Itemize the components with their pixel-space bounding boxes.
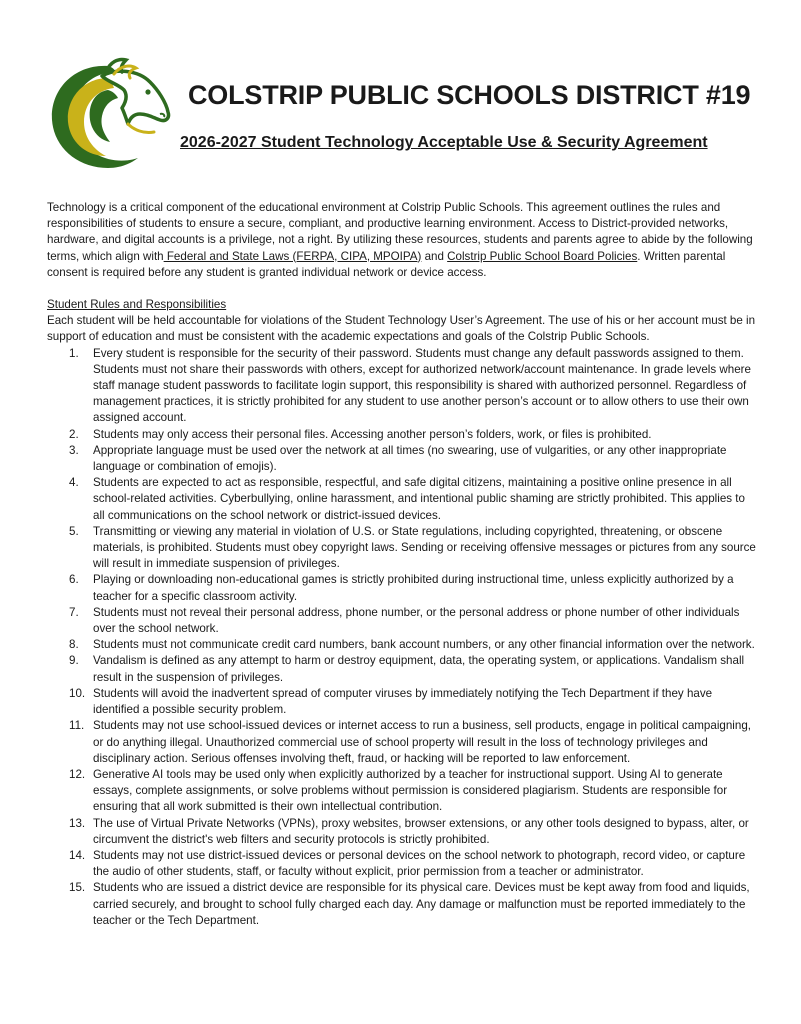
rule-number: 3. [69,443,79,457]
rule-number: 7. [69,605,79,619]
rule-text: Playing or downloading non-educational games is strictly prohibited during instructional time, unless explicitly authorized by a teacher for a specific classroom activity. [93,573,734,603]
rule-item [47,605,759,637]
section-heading: Student Rules and Responsibilities [47,298,227,312]
rule-text: Every student is responsible for the security of their password. Students must change any default passwords assigned to them. Students must not share their passwords with others, except for authorized network/account maintenance. In grade levels where staff manage student passwords to facilitate login support, this responsibility is shared with authorized personnel. Regardless of management practices, it is strictly prohibited for any student to use another person’s account or to allow others to use their own assigned account. [93,346,751,425]
rule-number: 8. [69,638,79,652]
rule-item [47,880,759,929]
rule-text: Generative AI tools may be used only when explicitly authorized by a teacher for instructional support. Using AI to generate essays, complete assignments, or solve problems without permission is considered plagiarism. Students are responsible for ensuring that all work submitted is their own intellectual contribution. [93,767,728,814]
rule-item [47,767,759,816]
section-intro: Each student will be held accountable for violations of the Student Technology User’s Agreement. The use of his or her account must be in support of education and must be consistent with the academic expectations and goals of the Colstrip Public Schools. [47,314,756,344]
rule-item [47,443,759,475]
intro-text-3: . Written parental consent is required before any student is granted individual network or device access. [47,249,726,279]
rule-item [47,718,759,767]
board-policies-link[interactable]: Colstrip Public School Board Policies [447,249,638,263]
rule-number: 9. [69,654,79,668]
page-title: COLSTRIP PUBLIC SCHOOLS DISTRICT #19 [188,80,751,110]
rule-number: 13. [69,816,86,830]
rule-item [47,816,759,848]
rule-number: 2. [69,427,79,441]
rule-text: Students must not communicate credit card numbers, bank account numbers, or any other financial information over the network. [93,638,755,652]
rule-number: 15. [69,881,86,895]
rule-item [47,427,759,443]
rule-text: The use of Virtual Private Networks (VPNs), proxy websites, browser extensions, or any other tools designed to bypass, alter, or circumvent the district's web filters and security protocols is strictly prohibited. [93,816,749,846]
intro-text-1: Technology is a critical component of the educational environment at Colstrip Public Schools. This agreement outlines the rules and responsibilities of students to ensure a secure, compliant, and productive learning environment. Access to District-provided networks, hardware, and digital accounts is a privilege, not a right. By utilizing these resources, students and parents agree to abide by the following terms, which align with [47,201,753,263]
rule-number: 11. [69,719,85,733]
rule-number: 5. [69,524,79,538]
rule-item [47,524,759,573]
rule-item [47,572,759,604]
rule-text: Transmitting or viewing any material in violation of U.S. or State regulations, including copyrighted, threatening, or obscene materials, is prohibited. Students must obey copyright laws. Sending or receiving offensive messages or pictures from any source will result in immediate suspension of privileges. [93,524,756,571]
intro-text-2: and [421,249,448,263]
rule-item [47,346,759,427]
intro-paragraph [47,200,759,281]
rule-text: Students may not use district-issued devices or personal devices on the school network to photograph, record video, or capture the audio of other students, staff, or faculty without explicit, prior permission from a teacher or administrator. [93,848,746,879]
rule-number: 10. [69,686,86,700]
page-subtitle: 2026-2027 Student Technology Acceptable Use & Security Agreement [180,134,708,151]
rule-item [47,637,759,653]
rule-text: Students are expected to act as responsible, respectful, and safe digital citizens, maintaining a positive online presence in all school-related activities. Cyberbullying, online harassment, and intentional public shaming are strictly prohibited. This applies to all communications on the school network or district-issued devices. [93,476,745,522]
rule-number: 14. [69,848,86,862]
rule-text: Appropriate language must be used over the network at all times (no swearing, use of vulgarities, or any other inappropriate language or combination of emojis). [93,443,727,474]
rule-text: Students must not reveal their personal address, phone number, or the personal address or phone number of other individuals over the school network. [93,605,740,636]
rules-list [47,346,759,929]
rule-text: Students who are issued a district device are responsible for its physical care. Devices must be kept away from food and liquids, carried securely, and brought to school fully charged each day. Any damage or malfunction must be reported immediately to the teacher or the Tech Department. [93,881,750,927]
mustang-head-logo-icon [44,56,172,172]
rule-text: Students may not use school-issued devices or internet access to run a business, sell products, engage in political campaigning, or do anything illegal. Unauthorized commercial use of school property will result in the loss of technology privileges and disciplinary action. Serious offenses involving theft, fraud, or hacking will be reported to law enforcement. [93,719,751,765]
rule-number: 4. [69,476,79,490]
document-body [47,200,759,929]
rule-text: Students will avoid the inadvertent spread of computer viruses by immediately notifying the Tech Department if they have identified a possible security problem. [93,686,713,717]
rule-item [47,653,759,685]
rule-text: Vandalism is defined as any attempt to harm or destroy equipment, data, the operating system, or applications. Vandalism shall result in the suspension of privileges. [93,654,745,684]
rule-text: Students may only access their personal files. Accessing another person’s folders, work, or files is prohibited. [93,427,652,441]
rule-item [47,686,759,718]
rule-number: 6. [69,573,79,587]
rule-item [47,848,759,880]
rule-number: 1. [69,346,79,360]
rule-item [47,475,759,524]
federal-state-laws-link[interactable]: Federal and State Laws (FERPA, CIPA, MPOIPA) [163,249,422,263]
rule-number: 12. [69,767,86,781]
